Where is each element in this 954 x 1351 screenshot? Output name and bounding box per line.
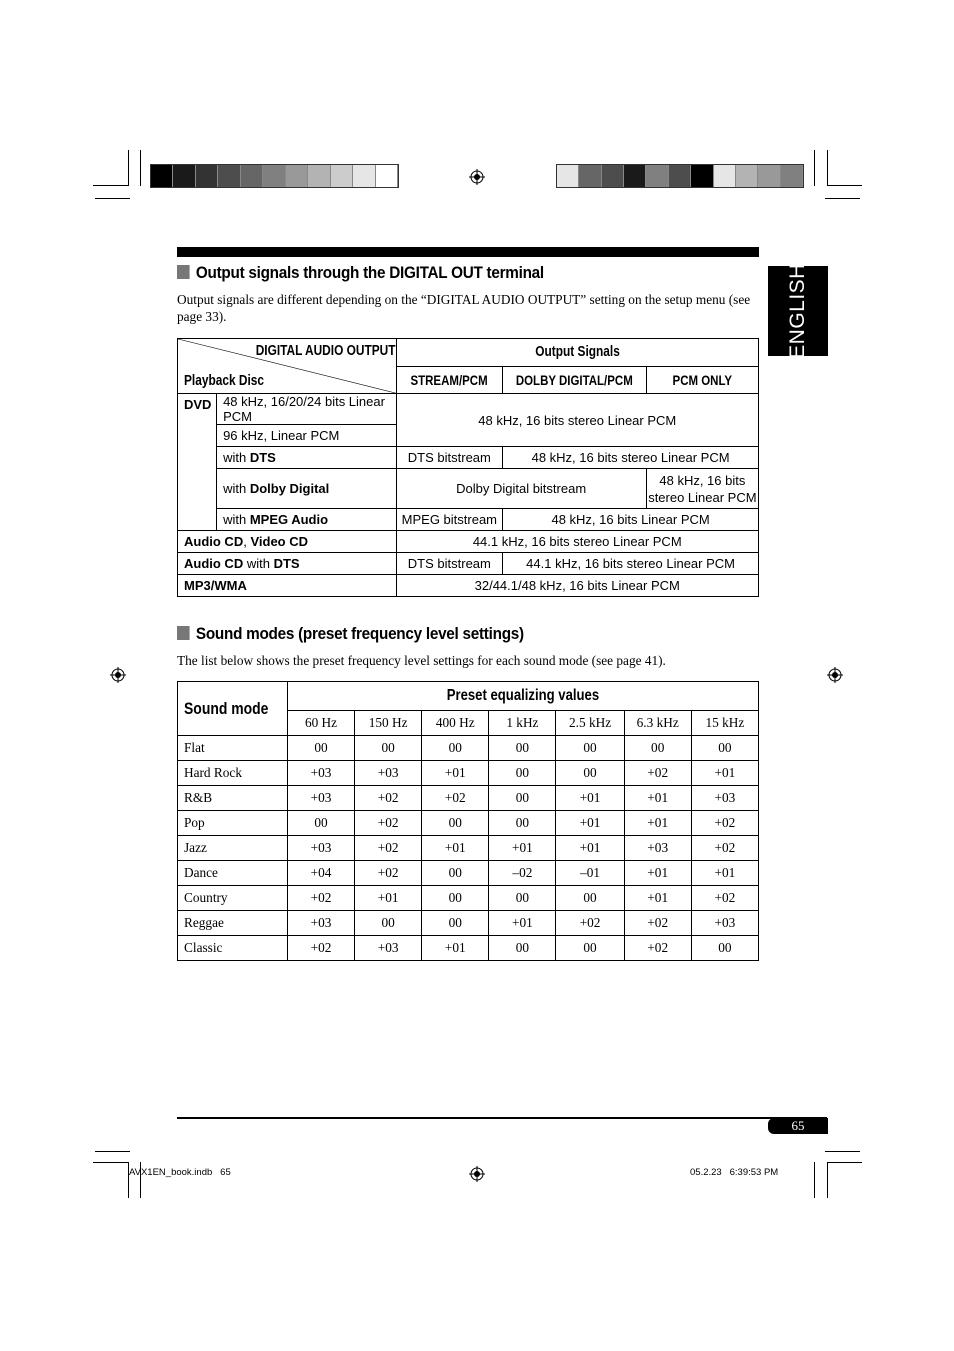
col-header-stream: STREAM/PCM (396, 366, 503, 394)
calibration-swatch (263, 165, 285, 187)
crop-mark (825, 1151, 860, 1152)
color-calibration-bar-right (556, 164, 804, 188)
table-cell: 48 kHz, 16 bits Linear PCM (503, 509, 759, 531)
eq-value: 00 (691, 936, 758, 961)
sound-mode-name: Jazz (178, 836, 288, 861)
table-row (178, 936, 759, 961)
eq-value: +03 (287, 911, 354, 936)
eq-value: +02 (355, 836, 422, 861)
frequency-header: 1 kHz (489, 710, 556, 735)
calibration-swatch (173, 165, 195, 187)
crop-mark (128, 150, 129, 186)
registration-mark-icon (110, 667, 126, 683)
table-row-label: with DTS (217, 447, 396, 469)
section-title (177, 624, 524, 644)
language-tab (768, 263, 828, 359)
eq-value: 00 (355, 911, 422, 936)
sound-mode-name: Flat (178, 736, 288, 761)
eq-value: +01 (624, 861, 691, 886)
eq-value: 00 (422, 886, 489, 911)
crop-mark (827, 150, 828, 186)
registration-mark-icon (469, 169, 485, 185)
table-row-label: Audio CD, Video CD (178, 531, 397, 553)
preset-values-header: Preset equalizing values (287, 682, 758, 711)
sound-mode-name: Hard Rock (178, 761, 288, 786)
calibration-swatch (196, 165, 218, 187)
output-signals-header: Output Signals (396, 339, 759, 367)
eq-value: 00 (287, 811, 354, 836)
frequency-header: 60 Hz (287, 710, 354, 735)
calibration-swatch (151, 165, 173, 187)
table-cell: 32/44.1/48 kHz, 16 bits Linear PCM (396, 575, 759, 597)
color-calibration-bar-left (150, 164, 399, 188)
table-cell: DTS bitstream (396, 447, 503, 469)
eq-value: 00 (624, 736, 691, 761)
eq-value: +03 (355, 936, 422, 961)
section-title-text: Output signals through the DIGITAL OUT terminal (195, 263, 544, 282)
table-row-label: Audio CD with DTS (178, 553, 397, 575)
frequency-header: 15 kHz (691, 710, 758, 735)
crop-mark (827, 1162, 828, 1198)
sound-mode-name: Dance (178, 861, 288, 886)
crop-mark (814, 150, 815, 186)
eq-value: 00 (287, 736, 354, 761)
table-cell: 44.1 kHz, 16 bits stereo Linear PCM (503, 553, 759, 575)
crop-mark (825, 198, 860, 199)
calibration-swatch (646, 165, 668, 187)
frequency-header: 2.5 kHz (556, 710, 624, 735)
frequency-header: 6.3 kHz (624, 710, 691, 735)
sound-mode-name: Pop (178, 811, 288, 836)
eq-value: –01 (556, 861, 624, 886)
sound-mode-name: Country (178, 886, 288, 911)
calibration-swatch (602, 165, 624, 187)
section-intro: Output signals are different depending on the “DIGITAL AUDIO OUTPUT” setting on the setup menu (see page 33). (177, 292, 751, 324)
section-title-text: Sound modes (preset frequency level settings) (195, 624, 524, 643)
footer-rule (177, 1117, 827, 1119)
table-row (178, 886, 759, 911)
table-row (178, 911, 759, 936)
crop-mark (827, 185, 862, 186)
eq-value: +03 (287, 786, 354, 811)
calibration-swatch (218, 165, 240, 187)
eq-value: +03 (287, 761, 354, 786)
eq-value: +04 (287, 861, 354, 886)
eq-value: +01 (691, 861, 758, 886)
table-row-label: with MPEG Audio (217, 509, 396, 531)
calibration-swatch (331, 165, 353, 187)
eq-value: +03 (691, 786, 758, 811)
col-header-pcm: PCM ONLY (646, 366, 758, 394)
eq-value: +02 (355, 786, 422, 811)
sound-mode-name: R&B (178, 786, 288, 811)
corner-bottom-label: Playback Disc (184, 373, 264, 389)
eq-value: 00 (691, 736, 758, 761)
table-cell: 48 kHz, 16 bits stereo Linear PCM (396, 394, 759, 447)
eq-value: 00 (422, 811, 489, 836)
calibration-swatch (241, 165, 263, 187)
eq-value: 00 (556, 936, 624, 961)
eq-value: +01 (556, 836, 624, 861)
calibration-swatch (758, 165, 780, 187)
table-row-label: with Dolby Digital (217, 469, 396, 509)
language-tab-label: ENGLISH (786, 263, 809, 359)
sound-mode-table (177, 681, 759, 961)
table-row (178, 811, 759, 836)
calibration-swatch (736, 165, 758, 187)
file-slug: AVX1EN_book.indb 65 (129, 1167, 231, 1178)
frequency-header: 400 Hz (422, 710, 489, 735)
table-row-label: 96 kHz, Linear PCM (217, 425, 396, 447)
eq-value: +03 (624, 836, 691, 861)
calibration-swatch (624, 165, 646, 187)
registration-mark-icon (469, 1166, 485, 1182)
table-row (178, 761, 759, 786)
table-row (178, 736, 759, 761)
calibration-swatch (376, 165, 398, 187)
eq-value: +01 (556, 786, 624, 811)
eq-value: +02 (624, 936, 691, 961)
calibration-swatch (691, 165, 713, 187)
sound-mode-name: Reggae (178, 911, 288, 936)
top-rule (177, 247, 759, 257)
registration-mark-icon (827, 667, 843, 683)
eq-value: +02 (691, 836, 758, 861)
date-slug: 05.2.23 6:39:53 PM (690, 1167, 779, 1178)
eq-value: +01 (624, 886, 691, 911)
square-bullet-icon (177, 626, 190, 640)
calibration-swatch (557, 165, 579, 187)
table-row-label: 48 kHz, 16/20/24 bits Linear PCM (217, 394, 396, 425)
eq-value: 00 (422, 736, 489, 761)
crop-mark (95, 1151, 130, 1152)
eq-value: 00 (422, 911, 489, 936)
eq-value: +03 (691, 911, 758, 936)
table-cell: Dolby Digital bitstream (396, 469, 646, 509)
crop-mark (93, 185, 128, 186)
eq-value: 00 (489, 761, 556, 786)
eq-value: +01 (691, 761, 758, 786)
eq-value: +02 (691, 811, 758, 836)
calibration-swatch (308, 165, 330, 187)
corner-top-label: DIGITAL AUDIO OUTPUT (255, 343, 396, 359)
eq-value: +01 (422, 936, 489, 961)
crop-mark (814, 1162, 815, 1198)
eq-value: +01 (422, 761, 489, 786)
eq-value: +03 (355, 761, 422, 786)
eq-value: +02 (422, 786, 489, 811)
eq-value: +01 (489, 836, 556, 861)
eq-value: +02 (624, 911, 691, 936)
eq-value: +01 (556, 811, 624, 836)
section-title (177, 263, 544, 283)
section-intro: The list below shows the preset frequency level settings for each sound mode (see page 41). (177, 653, 666, 668)
digital-output-table (177, 338, 759, 597)
crop-mark (93, 1162, 128, 1163)
eq-value: +01 (355, 886, 422, 911)
dvd-label: DVD (178, 394, 217, 531)
eq-value: +02 (287, 936, 354, 961)
eq-value: +01 (489, 911, 556, 936)
eq-value: +02 (691, 886, 758, 911)
eq-value: +02 (556, 911, 624, 936)
eq-value: 00 (489, 936, 556, 961)
eq-value: +02 (355, 811, 422, 836)
eq-value: +02 (624, 761, 691, 786)
table-cell: DTS bitstream (396, 553, 503, 575)
eq-value: 00 (556, 761, 624, 786)
table-cell: 48 kHz, 16 bits stereo Linear PCM (646, 469, 758, 509)
crop-mark (140, 150, 141, 186)
eq-value: +01 (624, 811, 691, 836)
crop-mark (95, 198, 130, 199)
square-bullet-icon (177, 265, 190, 279)
eq-value: 00 (422, 861, 489, 886)
calibration-swatch (353, 165, 375, 187)
calibration-swatch (669, 165, 691, 187)
table-cell: 44.1 kHz, 16 bits stereo Linear PCM (396, 531, 759, 553)
eq-value: +01 (624, 786, 691, 811)
eq-value: 00 (489, 886, 556, 911)
frequency-header: 150 Hz (355, 710, 422, 735)
eq-value: –02 (489, 861, 556, 886)
page-number: 65 (768, 1118, 828, 1134)
calibration-swatch (579, 165, 601, 187)
table-row-label: MP3/WMA (178, 575, 397, 597)
col-header-dolby: DOLBY DIGITAL/PCM (503, 366, 647, 394)
calibration-swatch (286, 165, 308, 187)
eq-value: +01 (422, 836, 489, 861)
eq-value: 00 (489, 811, 556, 836)
table-corner-cell (178, 339, 397, 394)
eq-value: 00 (355, 736, 422, 761)
eq-value: 00 (489, 736, 556, 761)
calibration-swatch (714, 165, 736, 187)
eq-value: +02 (287, 886, 354, 911)
eq-value: 00 (556, 886, 624, 911)
table-row (178, 861, 759, 886)
table-cell: 48 kHz, 16 bits stereo Linear PCM (503, 447, 759, 469)
sound-mode-header: Sound mode (178, 682, 288, 736)
table-cell: MPEG bitstream (396, 509, 503, 531)
table-row (178, 786, 759, 811)
eq-value: +03 (287, 836, 354, 861)
eq-value: 00 (556, 736, 624, 761)
eq-value: +02 (355, 861, 422, 886)
table-row (178, 836, 759, 861)
calibration-swatch (781, 165, 803, 187)
sound-mode-name: Classic (178, 936, 288, 961)
eq-value: 00 (489, 786, 556, 811)
crop-mark (827, 1162, 862, 1163)
